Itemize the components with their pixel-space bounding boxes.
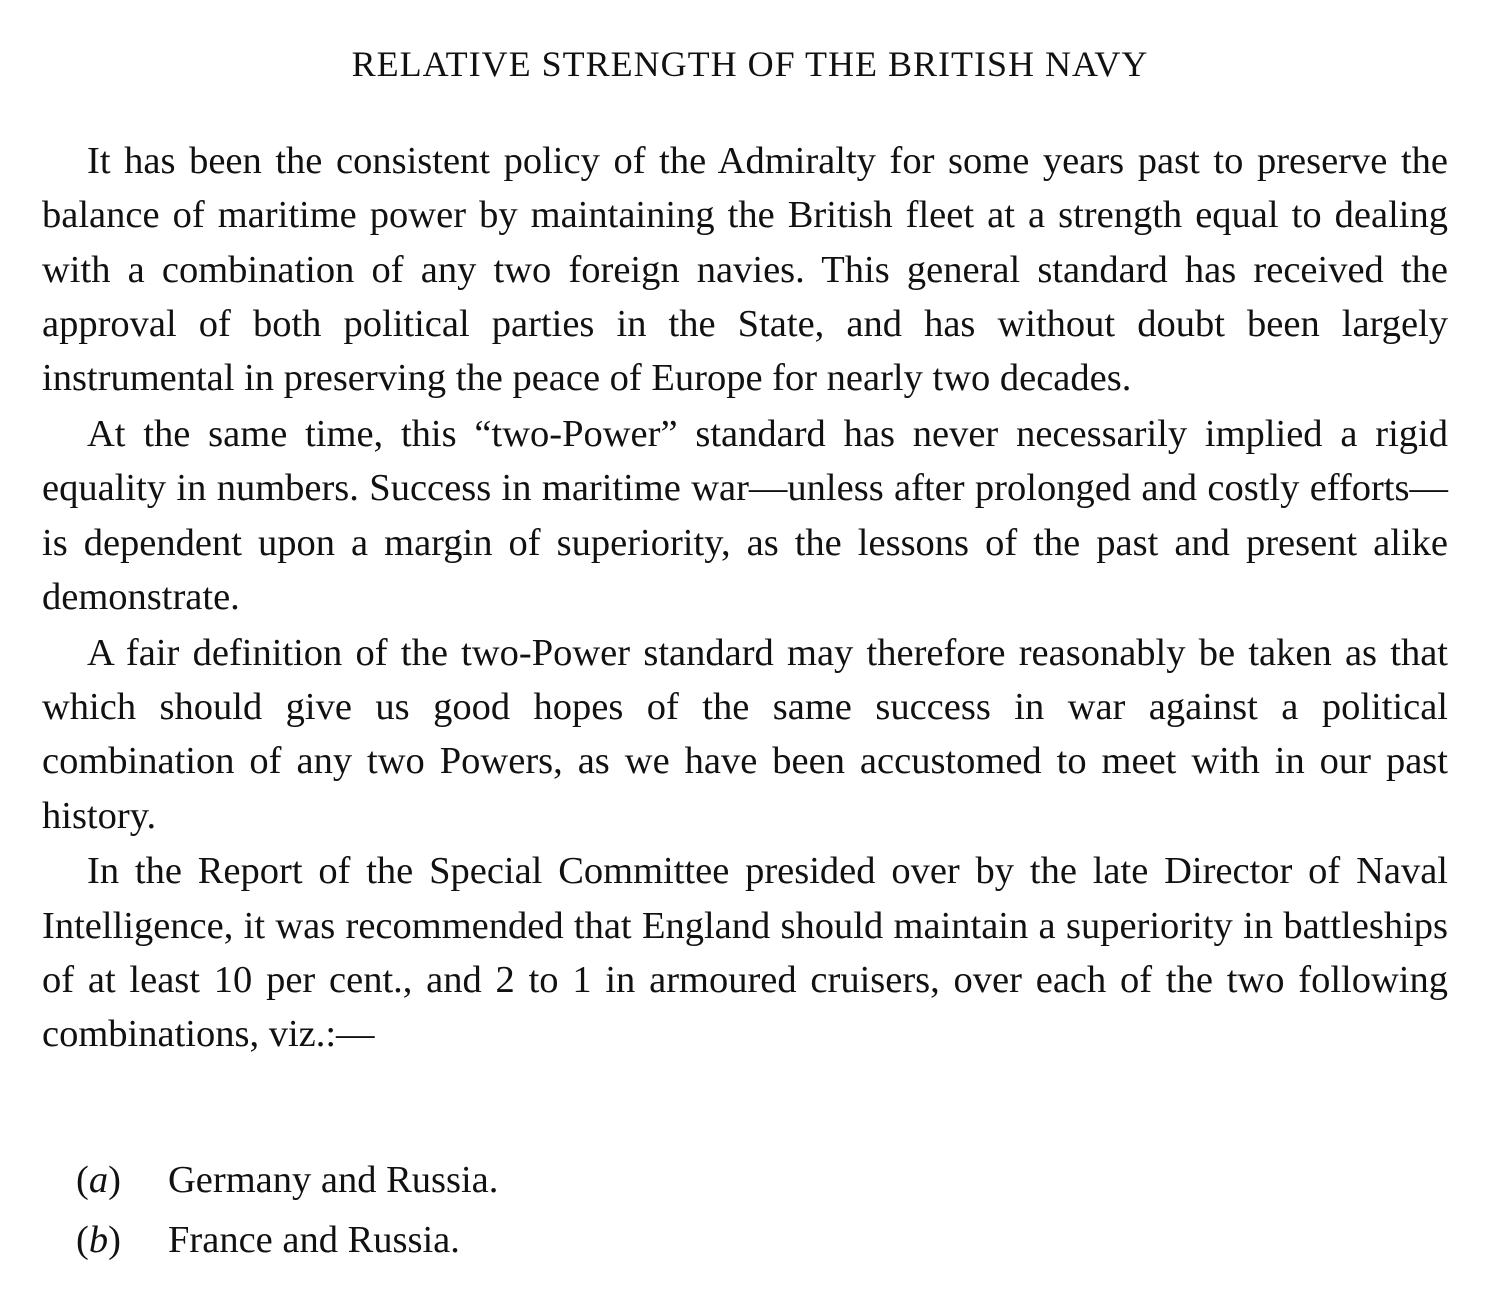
list-item-text: France and Russia. (168, 1219, 460, 1261)
paragraph-special-committee-report: In the Report of the Special Committee presided over by the late Director of Naval Intelligence, it was recommended that England should maintain a superiority in battleships of at least 10 per cent., and 2 to 1 in armoured cruisers, over each of the two following combinations, viz.:— (42, 850, 1448, 1056)
paragraph-margin-of-superiority: At the same time, this “two-Power” standard has never necessarily implied a rigid equality in numbers. Success in maritime war—unless after prolonged and costly efforts—is dependent upon a margin of superiority, as the lessons of the past and present alike demonstrate. (42, 412, 1448, 618)
document-body (42, 134, 1448, 1063)
document-title: RELATIVE STRENGTH OF THE BRITISH NAVY (351, 44, 1149, 84)
list-marker: (b) (76, 1219, 121, 1261)
paragraph-fair-definition: A fair definition of the two-Power standard may therefore reasonably be taken as that which should give us good hopes of the same success in war against a political combination of any two Powers, as we have been accustomed to meet with in our past history. (42, 631, 1448, 837)
list-marker: (a) (76, 1159, 121, 1201)
list-item (76, 1210, 976, 1270)
list-item-text: Germany and Russia. (168, 1159, 499, 1201)
paragraph-two-power-policy: It has been the consistent policy of the Admiralty for some years past to preserve the balance of maritime power by maintaining the British fleet at a strength equal to dealing with a combination of any two foreign navies. This general standard has received the approval of both political parties in the State, and has without doubt been largely instrumental in preserving the peace of Europe for nearly two decades. (42, 140, 1448, 400)
combinations-list (76, 1150, 976, 1270)
list-item (76, 1150, 976, 1210)
